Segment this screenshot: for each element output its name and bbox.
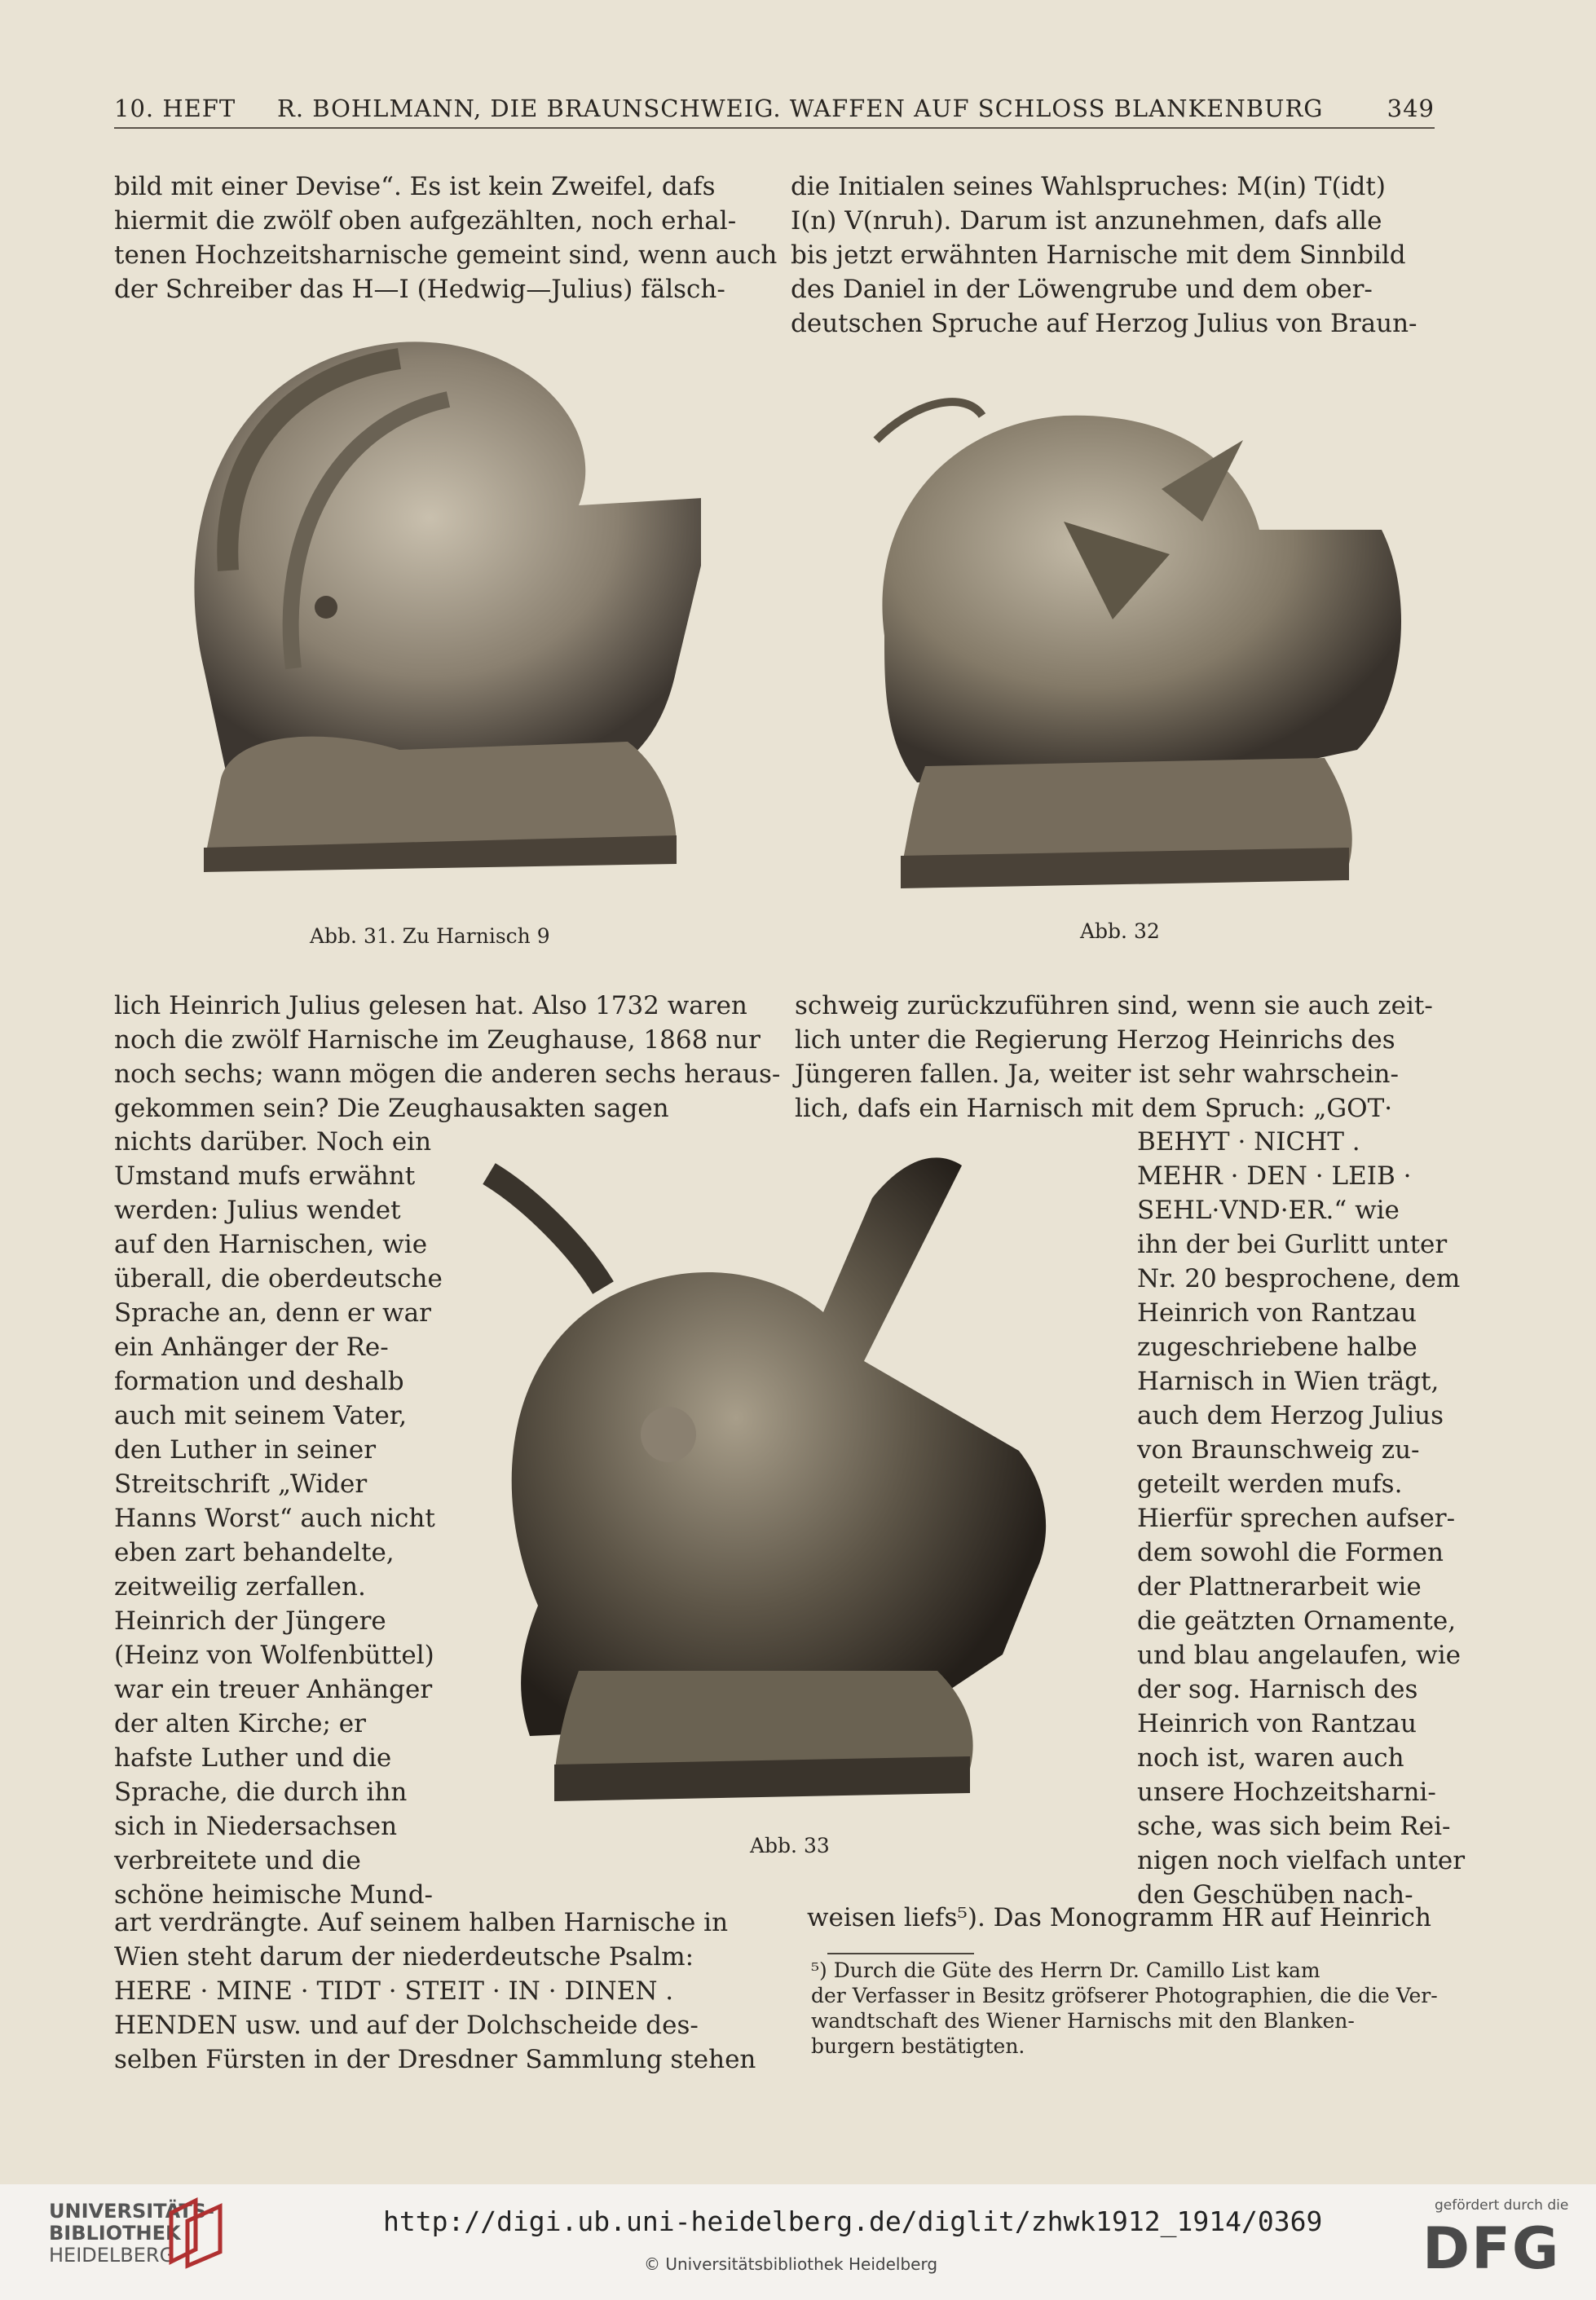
funding-note: gefördert durch die (1435, 2197, 1569, 2214)
caption-abb32: Abb. 32 (1080, 919, 1160, 943)
library-mark-icon (163, 2196, 228, 2270)
caption-abb33: Abb. 33 (750, 1834, 830, 1857)
library-logo[interactable]: UNIVERSITÄTS- BIBLIOTHEK HEIDELBERG (49, 2200, 215, 2267)
issue-label: 10. HEFT (114, 95, 236, 122)
col1-top-paragraph: bild mit einer Devise“. Es ist kein Zweifel, dafs hiermit die zwölf oben aufgezählten, noch erhal- tenen Hochzeitsharnische gemeint sind, wenn auch der Schreiber das H—I (Hedwig—Julius) fälsch- (114, 172, 778, 304)
dfg-logo[interactable]: DFG (1422, 2215, 1561, 2282)
article-title: R. BOHLMANN, DIE BRAUNSCHWEIG. WAFFEN AUF SCHLOSS BLANKENBURG (277, 95, 1324, 122)
helmet-photo-abb31 (155, 326, 701, 880)
col2-bottom-paragraph: weisen liefs⁵). Das Monogramm HR auf Heinrich (807, 1903, 1431, 1932)
col1-bottom-paragraph: art verdrängte. Auf seinem halben Harnische in Wien steht darum der niederdeutsche Psalm: HERE · MINE · TIDT · STEIT · IN · DINEN . HENDEN usw. und auf der Dolchscheide des- selben Fürsten in der Dresdner Sammlung stehen (114, 1908, 756, 2074)
footnote: ⁵) Durch die Güte des Herrn Dr. Camillo List kam der Verfasser in Besitz gröfserer Photographien, die die Ver- wandtschaft des Wiener Harnischs mit den Blanken- burgern bestätigten. (811, 1959, 1438, 2058)
running-head (114, 91, 1435, 129)
helmet-photo-abb32 (819, 391, 1422, 897)
page-number: 349 (1387, 95, 1435, 122)
col2-narrow-paragraph: BEHYT · NICHT . MEHR · DEN · LEIB · SEHL·VND·ER.“ wie ihn der bei Gurlitt unter Nr. 20 besprochene, dem Heinrich von Rantzau zugeschriebene halbe Harnisch in Wien trägt, auch dem Herzog Julius von Braunschweig zu- geteilt werden mufs. Hierfür sprechen aufser- dem sowohl die Formen der Plattnerarbeit wie die geätzten Ornamente, und blau angelaufen, wie der sog. Harnisch des Heinrich von Rantzau noch ist, waren auch unsere Hochzeitsharni- sche, was sich beim Rei- nigen noch vielfach unter den Geschüben nach- (1137, 1127, 1466, 1910)
permalink-url[interactable]: http://digi.ub.uni-heidelberg.de/diglit/zhwk1912_1914/0369 (383, 2205, 1323, 2237)
helmet-photo-abb33 (481, 1149, 1117, 1826)
footnote-rule (827, 1953, 974, 1954)
col1-mid-paragraph: lich Heinrich Julius gelesen hat. Also 1732 waren noch die zwölf Harnische im Zeughause, 1868 nur noch sechs; wann mögen die anderen sechs heraus- gekommen sein? Die Zeughausakten sagen (114, 991, 781, 1123)
col2-mid-paragraph: schweig zurückzuführen sind, wenn sie auch zeit- lich unter die Regierung Herzog Heinrichs des Jüngeren fallen. Ja, weiter ist sehr wahrschein- lich, dafs ein Harnisch mit dem Spruch: „GOT· (795, 991, 1433, 1123)
copyright-notice: © Universitätsbibliothek Heidelberg (644, 2254, 938, 2274)
caption-abb31: Abb. 31. Zu Harnisch 9 (310, 924, 550, 948)
col1-narrow-paragraph: nichts darüber. Noch ein Umstand mufs erwähnt werden: Julius wendet auf den Harnischen, wie überall, die oberdeutsche Sprache an, denn er war ein Anhänger der Re- formation und deshalb auch mit seinem Vater, den Luther in seiner Streitschrift „Wider Hanns Worst“ auch nicht eben zart behandelte, zeitweilig zerfallen. Heinrich der Jüngere (Heinz von Wolfenbüttel) war ein treuer Anhänger der alten Kirche; er hafste Luther und die Sprache, die durch ihn sich in Niedersachsen verbreitete und die schöne heimische Mund- (114, 1127, 443, 1910)
col2-top-paragraph: die Initialen seines Wahlspruches: M(in) T(idt) I(n) V(nruh). Darum ist anzunehmen, dafs alle bis jetzt erwähnten Harnische mit dem Sinnbild des Daniel in der Löwengrube und dem ober- deutschen Spruche auf Herzog Julius von Braun- (791, 172, 1417, 338)
footer-bar (0, 2184, 1596, 2300)
